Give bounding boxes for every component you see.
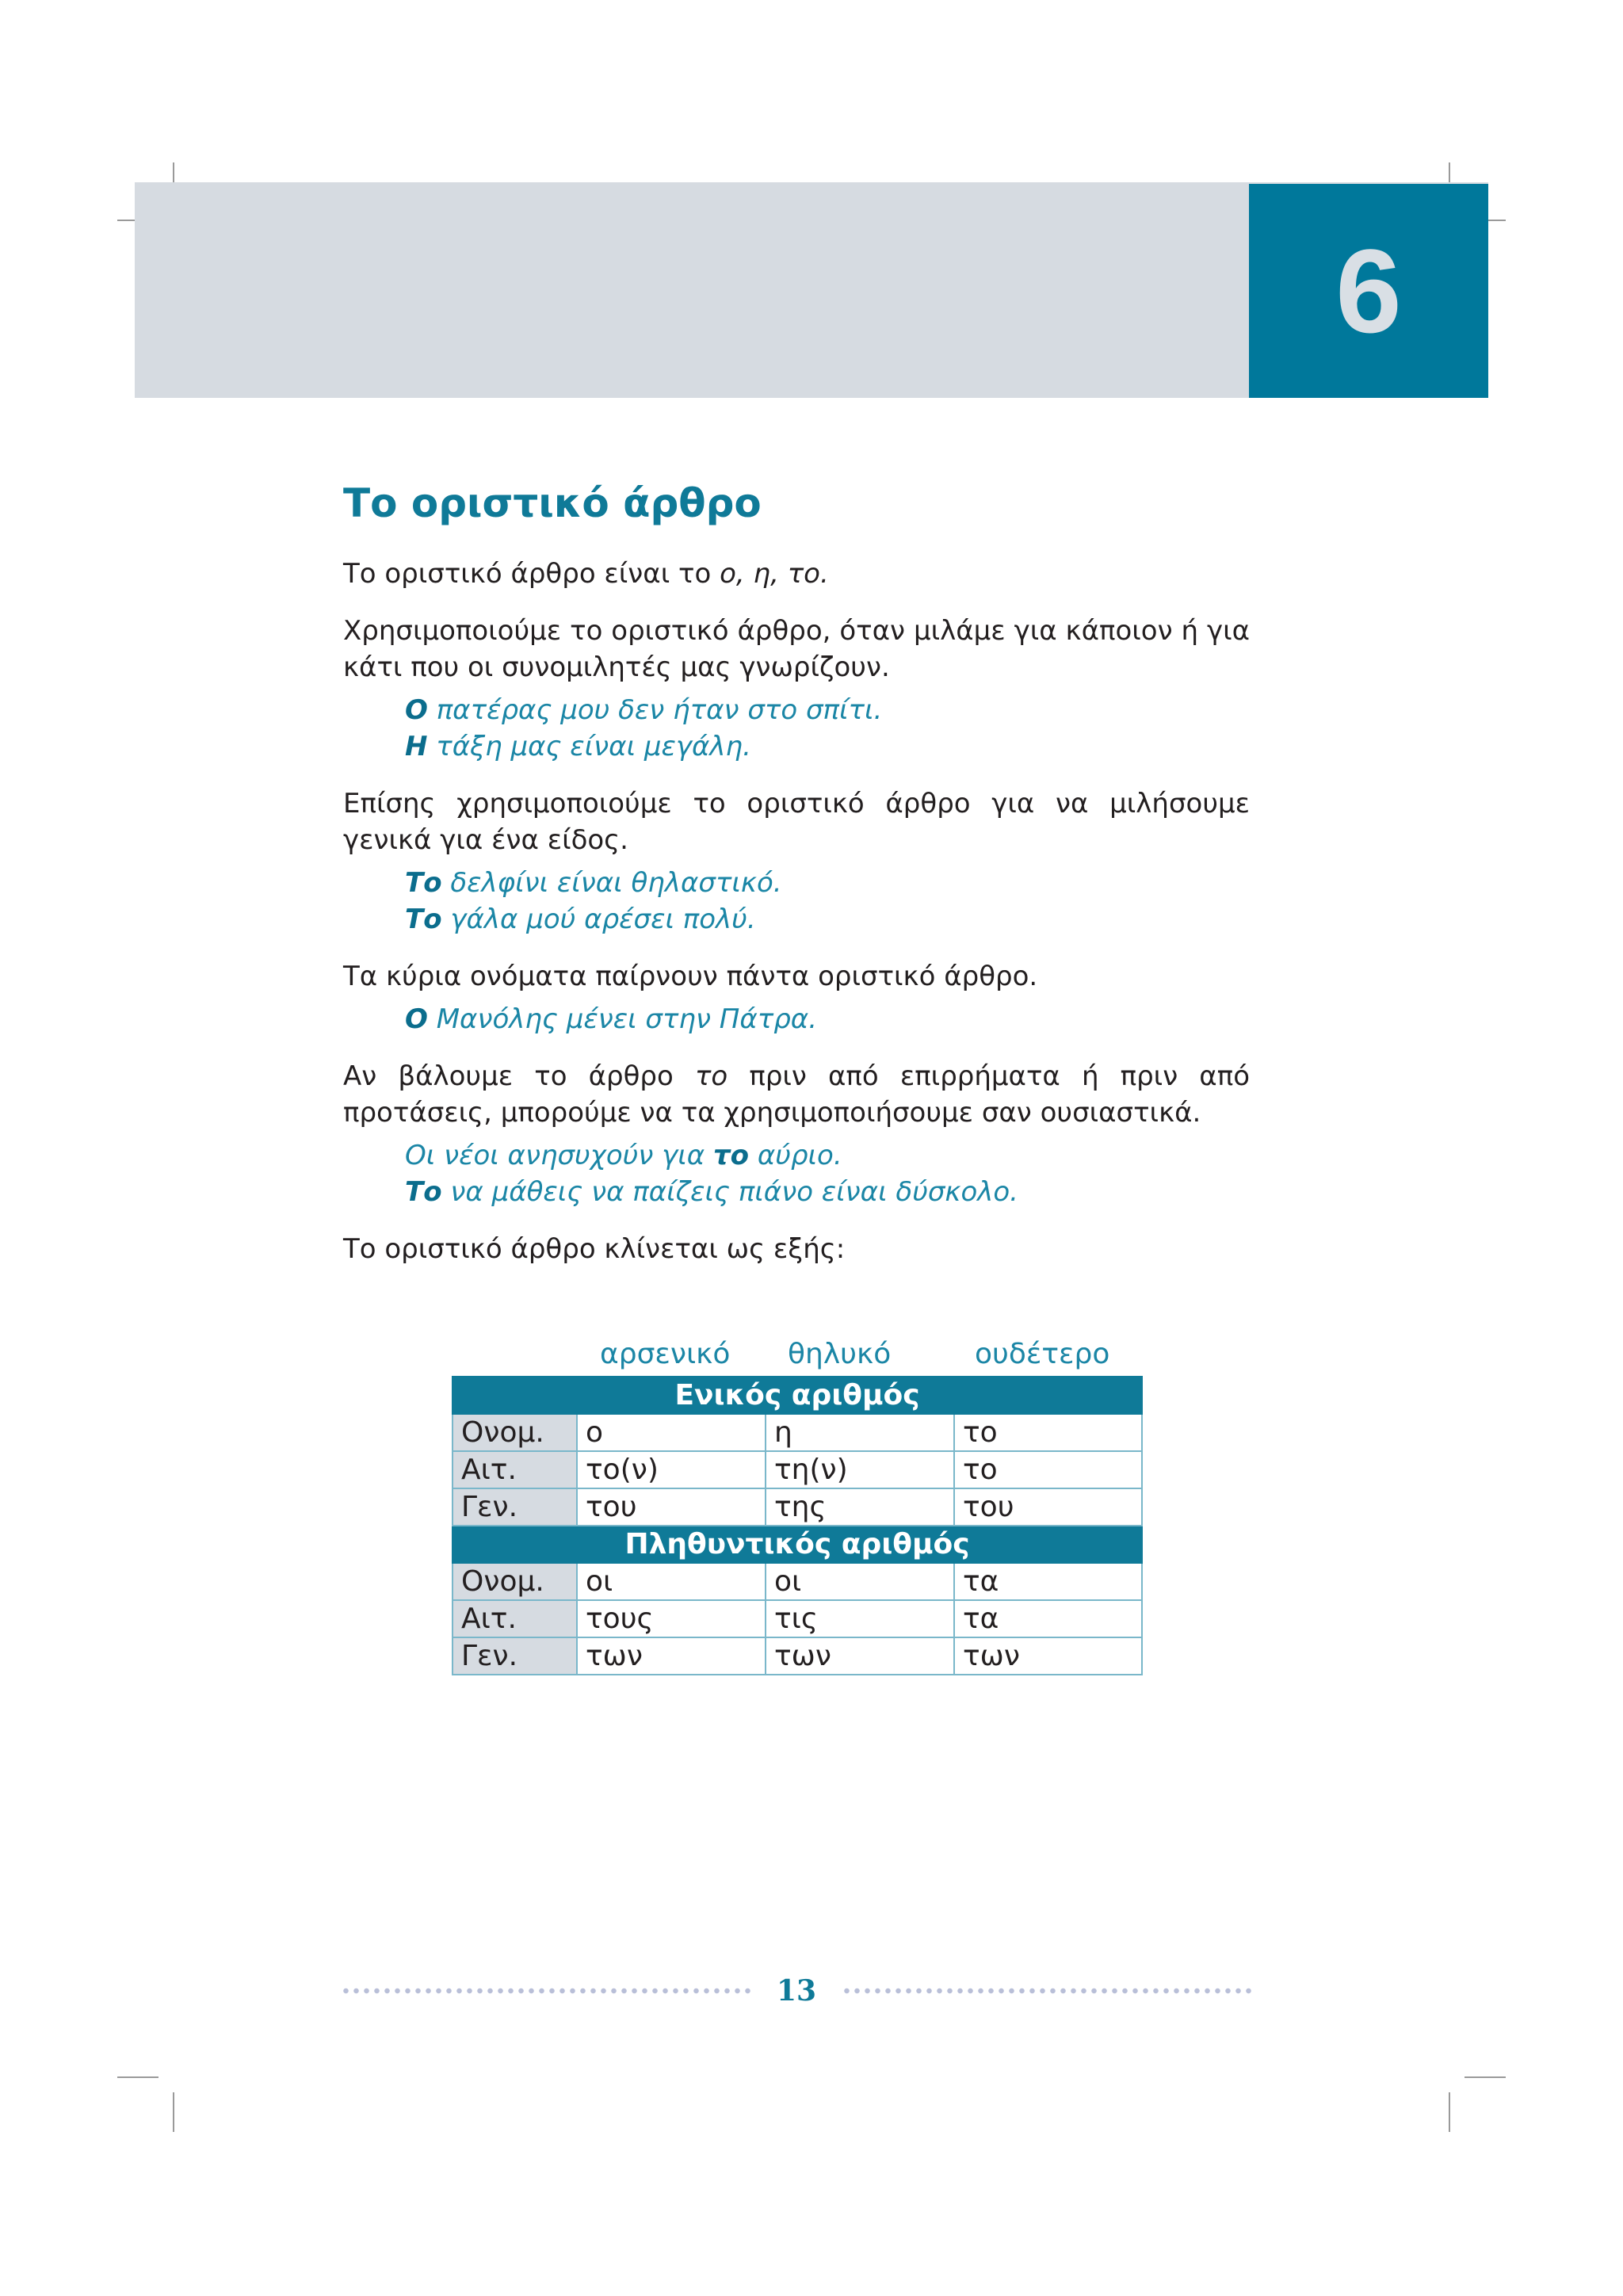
page-title: Το οριστικό άρθρο	[343, 480, 762, 526]
main-content	[343, 479, 1250, 1267]
example-line	[343, 901, 1250, 938]
table-cell: ο	[577, 1414, 766, 1451]
table-cell: τις	[766, 1600, 954, 1637]
example-line	[343, 728, 1250, 765]
example-article: Ο	[405, 1003, 428, 1035]
table-cell: των	[954, 1637, 1142, 1675]
page-number: 13	[776, 1974, 817, 2008]
paragraph-italic: το	[694, 1060, 728, 1092]
declension-table-wrap	[452, 1331, 1141, 1675]
example-line	[343, 1001, 1250, 1037]
case-label: Γεν.	[453, 1488, 577, 1526]
crop-mark	[1449, 2092, 1450, 2132]
table-cell: τα	[954, 1600, 1142, 1637]
dotted-rule	[842, 1988, 1252, 1994]
example-line	[343, 1174, 1250, 1210]
case-label: Αιτ.	[453, 1451, 577, 1488]
example-line	[343, 692, 1250, 728]
dotted-rule	[341, 1988, 751, 1994]
column-header-masculine: αρσενικό	[600, 1337, 731, 1370]
paragraph: Το οριστικό άρθρο κλίνεται ως εξής:	[343, 1233, 846, 1265]
paragraph-text: πριν από επιρρήματα ή πριν από προτάσεις, μπορούμε να τα χρησιμοποιήσουμε σαν ουσιαστικά.	[343, 1060, 1250, 1129]
paragraph-text: Το οριστικό άρθρο είναι το	[343, 558, 720, 590]
example-text: Οι νέοι ανησυχούν για	[405, 1140, 713, 1171]
example-article: Η	[405, 731, 428, 762]
case-label: Ονομ.	[453, 1563, 577, 1600]
crop-mark	[173, 2092, 174, 2132]
table-cell: τους	[577, 1600, 766, 1637]
paragraph-text: Αν βάλουμε το άρθρο	[343, 1060, 695, 1092]
paragraph: Τα κύρια ονόματα παίρνουν πάντα οριστικό άρθρο.	[343, 961, 1038, 992]
section-heading: Πληθυντικός αριθμός	[453, 1526, 1142, 1563]
case-label: Αιτ.	[453, 1600, 577, 1637]
section-heading-row	[453, 1377, 1142, 1414]
example-article: το	[712, 1140, 750, 1171]
declension-table	[452, 1376, 1143, 1675]
table-row	[453, 1488, 1142, 1526]
example-article: Το	[405, 904, 442, 935]
page-footer	[341, 1967, 1252, 2015]
table-cell: τη(ν)	[766, 1451, 954, 1488]
section-heading: Ενικός αριθμός	[453, 1377, 1142, 1414]
paragraph: Επίσης χρησιμοποιούμε το οριστικό άρθρο για να μιλήσουμε γενικά για ένα είδος.	[343, 788, 1250, 856]
table-cell: του	[954, 1488, 1142, 1526]
table-cell: των	[766, 1637, 954, 1675]
example-article: Το	[405, 1176, 442, 1208]
table-row	[453, 1563, 1142, 1600]
paragraph-italic: ο, η, το.	[720, 558, 829, 590]
example-text: γάλα μού αρέσει πολύ.	[441, 904, 756, 935]
paragraph	[343, 1058, 1250, 1131]
section-heading-row	[453, 1526, 1142, 1563]
table-cell: της	[766, 1488, 954, 1526]
table-cell: τα	[954, 1563, 1142, 1600]
example-text: Μανόλης μένει στην Πάτρα.	[427, 1003, 817, 1035]
column-header-feminine: θηλυκό	[788, 1337, 892, 1370]
example-text: τάξη μας είναι μεγάλη.	[427, 731, 751, 762]
table-row	[453, 1414, 1142, 1451]
crop-mark	[117, 2076, 158, 2078]
example-text: πατέρας μου δεν ήταν στο σπίτι.	[427, 694, 883, 726]
crop-mark	[1465, 2076, 1506, 2078]
column-header-neuter: ουδέτερο	[975, 1337, 1110, 1370]
example-text: δελφίνι είναι θηλαστικό.	[441, 867, 782, 899]
table-cell: των	[577, 1637, 766, 1675]
paragraph: Χρησιμοποιούμε το οριστικό άρθρο, όταν μιλάμε για κάποιον ή για κάτι που οι συνομιλητές μας γνωρίζουν.	[343, 615, 1250, 683]
column-headers	[452, 1331, 1141, 1376]
example-text: να μάθεις να παίζεις πιάνο είναι δύσκολο.	[441, 1176, 1018, 1208]
paragraph	[343, 556, 1250, 592]
table-cell: οι	[577, 1563, 766, 1600]
example-article: Το	[405, 867, 442, 899]
table-row	[453, 1637, 1142, 1675]
example-line	[343, 1137, 1250, 1174]
table-row	[453, 1451, 1142, 1488]
chapter-number: 6	[1335, 224, 1402, 357]
table-row	[453, 1600, 1142, 1637]
example-text: αύριο.	[749, 1140, 842, 1171]
table-cell: το(ν)	[577, 1451, 766, 1488]
table-cell: η	[766, 1414, 954, 1451]
case-label: Γεν.	[453, 1637, 577, 1675]
example-article: Ο	[405, 694, 428, 726]
chapter-number-box	[1249, 184, 1488, 398]
table-cell: οι	[766, 1563, 954, 1600]
table-cell: το	[954, 1414, 1142, 1451]
table-cell: το	[954, 1451, 1142, 1488]
case-label: Ονομ.	[453, 1414, 577, 1451]
table-cell: του	[577, 1488, 766, 1526]
example-line	[343, 865, 1250, 901]
